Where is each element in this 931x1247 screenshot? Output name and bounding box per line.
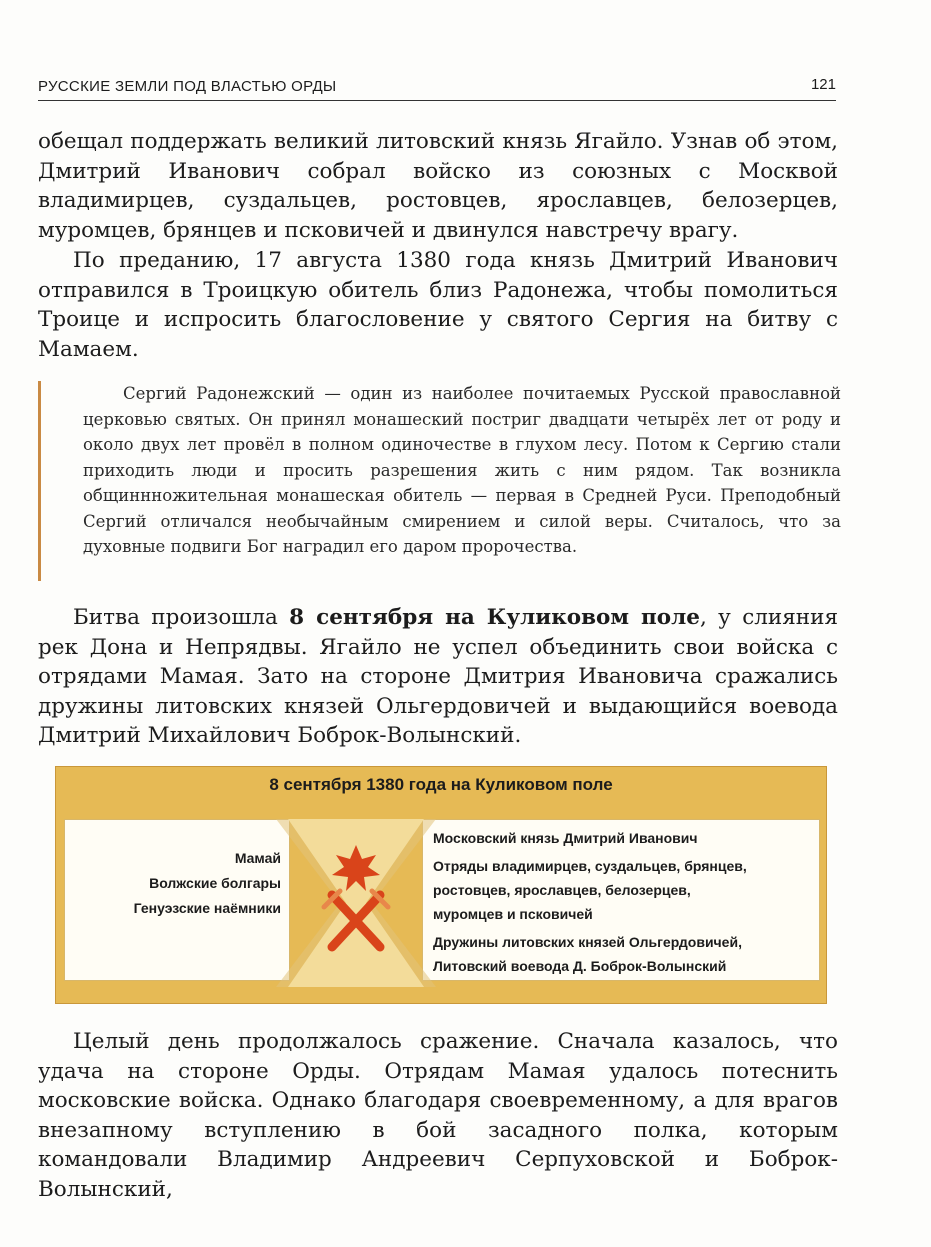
russian-force-line: муромцев и псковичей: [433, 906, 593, 922]
paragraph-3-end: , у слияния рек Дона и Непрядвы. Ягайло не успел объединить свои войска с отрядами Мамая. Зато на стороне Дмитрия Ивановича сражались дружины литовских князей Ольгердовичей и выдающийся воевода Дмитрий Михайлович Боброк-Волынский.: [38, 605, 839, 748]
russian-forces-list: [433, 826, 813, 978]
page-header: [38, 74, 836, 101]
paragraph-3: [38, 603, 838, 751]
horde-side-panel: [64, 819, 290, 981]
section-title: РУССКИЕ ЗЕМЛИ ПОД ВЛАСТЬЮ ОРДЫ: [38, 78, 337, 95]
horde-force-item: Волжские болгары: [149, 875, 281, 891]
paragraph-3-highlight: 8 сентября на Куликовом поле: [289, 605, 700, 630]
crossed-swords-icon: [276, 803, 436, 1003]
paragraph-2: По преданию, 17 августа 1380 года князь Дмитрий Иванович отправился в Троицкую обитель близ Радонежа, чтобы помолиться Троице и испросить благословение у святого Сергия на битву с Мамаем.: [38, 248, 838, 362]
aside-text: Сергий Радонежский — один из наиболее почитаемых Русской православной церковью святых. Он принял монашеский постриг двадцати четырёх лет от роду и около двух лет провёл в полном одиночестве в глухом лесу. Потом к Сергию стали приходить люди и просить разрешения жить с ним рядом. Так возникла общиннножительная монашеская обитель — первая в Средней Руси. Преподобный Сергий отличался необычайным смирением и силой веры. Считалось, что за духовные подвиги Бог наградил его даром пророчества.: [83, 384, 841, 556]
russian-force-line: Дружины литовских князей Ольгердовичей,: [433, 934, 742, 950]
horde-forces-list: [134, 846, 281, 921]
battle-title: 8 сентября 1380 года на Куликовом поле: [269, 775, 613, 794]
horde-force-item: Генуэзские наёмники: [133, 900, 281, 916]
russian-side-panel: [422, 819, 820, 981]
paragraph-4: Целый день продолжалось сражение. Сначала казалось, что удача на стороне Орды. Отрядам Мамая удалось потеснить московские войска. Однако благодаря своевременному, а для врагов внезапному вступлению в бой засадного полка, которым командовали Владимир Андреевич Серпуховской и Боброк-Волынский,: [38, 1029, 838, 1202]
russian-force-line: Отряды владимирцев, суздальцев, брянцев,: [433, 858, 747, 874]
russian-force-line: ростовцев, ярославцев, белозерцев,: [433, 882, 691, 898]
page-number: 121: [810, 76, 836, 93]
russian-force-line: Московский князь Дмитрий Иванович: [433, 830, 698, 846]
paragraph-3-start: Битва произошла: [73, 605, 290, 630]
battle-diagram: [55, 766, 827, 1004]
sergius-aside: [38, 381, 841, 581]
horde-force-item: Мамай: [234, 850, 281, 866]
paragraph-1: обещал поддержать великий литовский князь Ягайло. Узнав об этом, Дмитрий Иванович собрал войско из союзных с Москвой владимирцев, суздальцев, ростовцев, ярославцев, белозерцев, муромцев, брянцев и псковичей и двинулся навстречу врагу.: [38, 129, 838, 243]
russian-force-line: Литовский воевода Д. Боброк-Волынский: [433, 958, 727, 974]
